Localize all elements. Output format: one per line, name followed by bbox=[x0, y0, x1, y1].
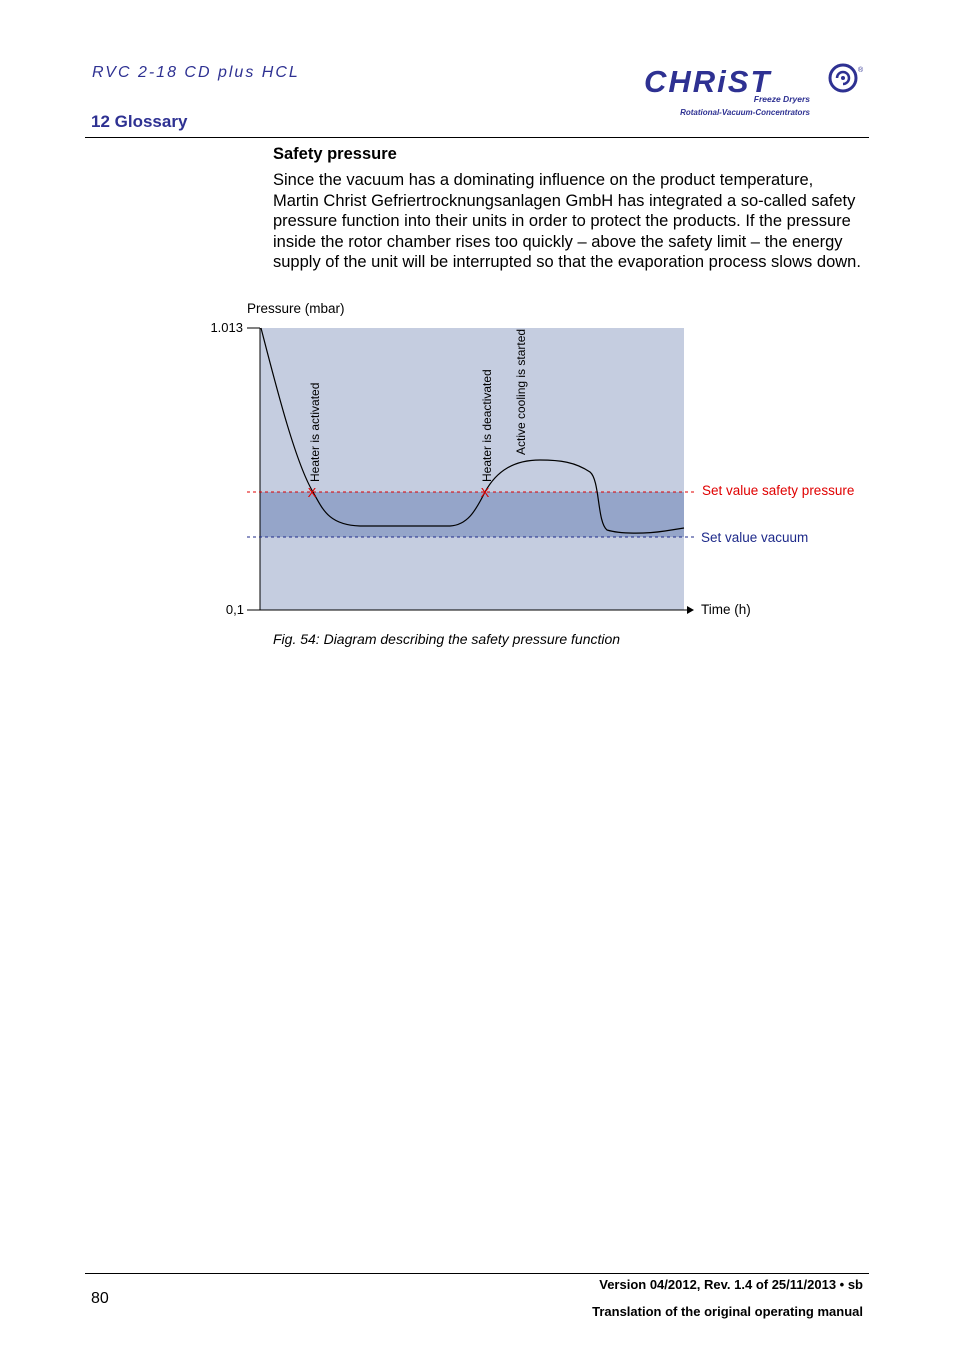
y-tick-label-bottom: 0,1 bbox=[225, 602, 244, 617]
section-heading: 12 Glossary bbox=[91, 112, 188, 131]
registered-mark: ® bbox=[858, 67, 864, 74]
logo-line-freeze-dryers: Freeze Dryers bbox=[753, 94, 810, 104]
footer-divider bbox=[85, 1273, 869, 1274]
glossary-term-title: Safety pressure bbox=[273, 145, 397, 163]
glossary-term-body: Since the vacuum has a dominating influence on the product temperature, Martin Christ Gefriertrocknungsanlagen GmbH has integrated a so-called safety pressure function into their units in order to protect the products. If the pressure inside the rotor chamber rises too quickly – above the safety limit – the energy supply of the unit will be interrupted so that the evaporation process slows down. bbox=[273, 171, 861, 271]
logo-brand: CHRiST bbox=[644, 64, 772, 99]
y-axis-label: Pressure (mbar) bbox=[247, 301, 345, 316]
page-number: 80 bbox=[91, 1290, 109, 1307]
logo-line-concentrators: Rotational-Vacuum-Concentrators bbox=[680, 108, 810, 117]
heater-on-marker: X bbox=[307, 485, 317, 500]
figure-caption: Fig. 54: Diagram describing the safety pressure function bbox=[273, 631, 621, 647]
model-name: RVC 2-18 CD plus HCL bbox=[92, 64, 300, 81]
heater-activated-annotation: Heater is activated bbox=[308, 382, 322, 482]
x-axis-label: Time (h) bbox=[701, 602, 751, 617]
logo-spiral-icon bbox=[830, 65, 856, 91]
footer-translation-note: Translation of the original operating manual bbox=[592, 1304, 863, 1319]
footer-version: Version 04/2012, Rev. 1.4 of 25/11/2013 • sb bbox=[599, 1277, 863, 1292]
cooling-started-annotation: Active cooling is started bbox=[514, 328, 528, 455]
vacuum-label: Set value vacuum bbox=[701, 530, 809, 545]
x-axis-arrow-icon bbox=[687, 606, 694, 614]
safety-pressure-label: Set value safety pressure bbox=[702, 483, 855, 498]
christ-logo bbox=[640, 60, 865, 120]
heater-off-marker: X bbox=[480, 485, 490, 500]
heater-deactivated-annotation: Heater is deactivated bbox=[480, 369, 494, 482]
y-tick-label-top: 1.013 bbox=[210, 320, 243, 335]
safety-pressure-diagram bbox=[195, 292, 875, 627]
plot-background bbox=[260, 328, 684, 610]
header-divider bbox=[85, 137, 869, 138]
